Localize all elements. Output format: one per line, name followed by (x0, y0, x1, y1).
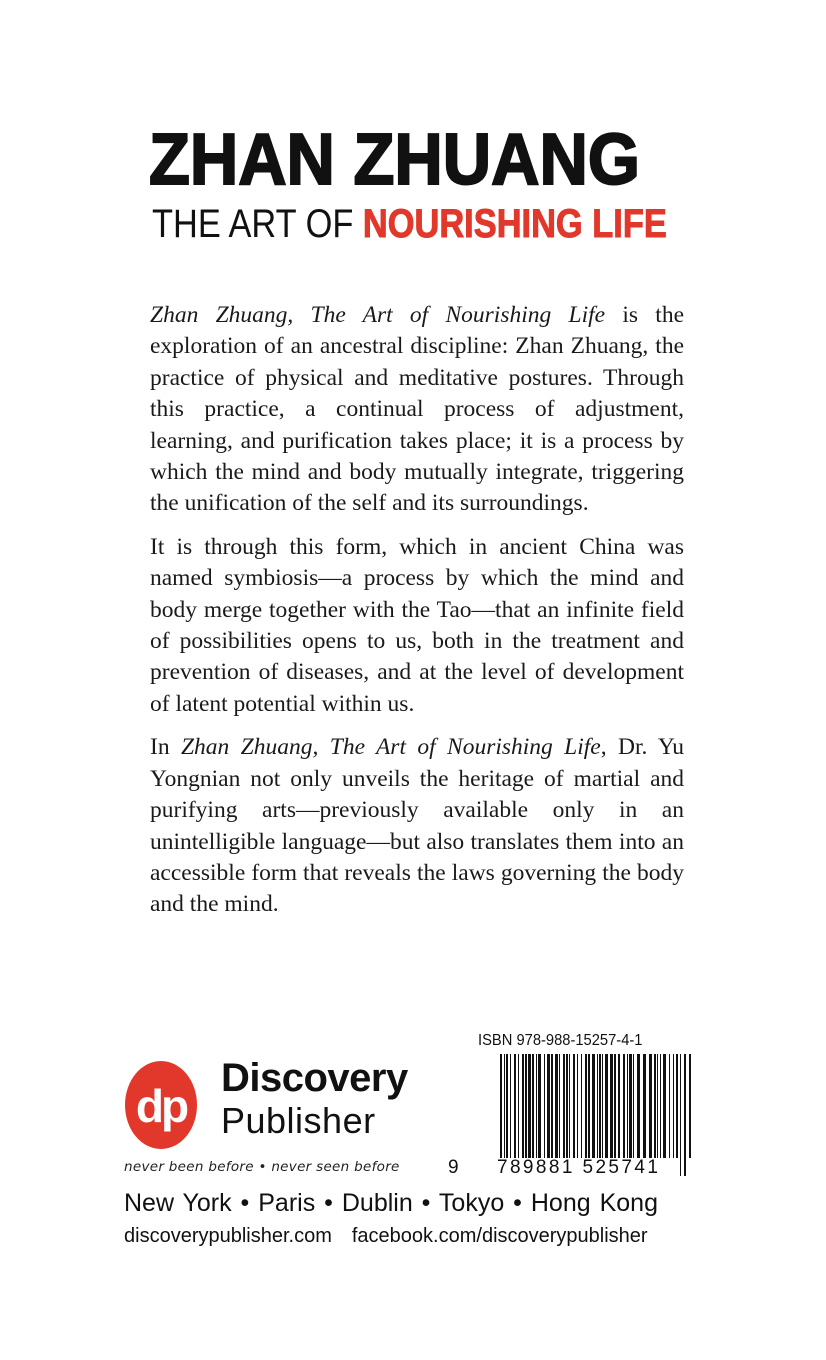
barcode-bar (669, 1054, 670, 1158)
barcode-bar (528, 1054, 531, 1158)
barcode-bar (614, 1054, 616, 1158)
barcode-bar (551, 1054, 553, 1158)
publisher-name-line2: Publisher (221, 1100, 376, 1141)
text: In (150, 734, 181, 761)
barcode-bar (599, 1054, 601, 1158)
barcode-bar (555, 1054, 558, 1158)
blurb-paragraph-3 (150, 732, 684, 920)
barcode-bar (657, 1054, 658, 1158)
barcode-bar (569, 1054, 570, 1158)
barcode-bar (654, 1054, 656, 1158)
blurb-paragraph-1 (150, 300, 684, 520)
barcode-bar (559, 1054, 560, 1158)
barcode-bar (649, 1054, 652, 1158)
publisher-tagline: never been before • never seen before (124, 1159, 400, 1175)
barcode-first-digit: 9 (448, 1157, 459, 1178)
barcode-bar (573, 1054, 575, 1158)
barcode-bar (547, 1054, 550, 1158)
barcode-bar (610, 1054, 613, 1158)
barcode-bar (544, 1054, 545, 1158)
text: , Dr. Yu Yongnian not only unveils the heritage of martial and purifying arts—previously available only in an unintelligible language—but also translates them into an accessible form that reveals the laws governing the body and the mind. (150, 734, 685, 918)
barcode-bar (581, 1054, 582, 1158)
barcode-bar (514, 1054, 516, 1158)
book-title-italic: Zhan Zhuang, The Art of Nourishing Life (150, 302, 606, 328)
facebook-link[interactable]: facebook.com/discoverypublisher (351, 1225, 648, 1247)
publisher-logo-icon (124, 1060, 198, 1150)
book-subtitle (152, 202, 667, 246)
blurb-paragraph-2: It is through this form, which in ancient China was named symbiosis—a process by which the mind and body merge together with the Tao—that an infinite field of possibilities opens to us, both in the treatment and prevention of diseases, and at the level of development of latent potential within us. (150, 533, 684, 717)
barcode-bar (637, 1054, 640, 1158)
subtitle-highlight: NOURISHING LIFE (362, 202, 667, 246)
publisher-links (124, 1224, 668, 1248)
barcode-bar (522, 1054, 524, 1158)
barcode-bar (510, 1054, 511, 1158)
barcode-bar (673, 1054, 674, 1158)
barcode-bar (605, 1054, 608, 1158)
barcode-bar (536, 1054, 537, 1158)
publisher-name-line1: Discovery (221, 1056, 408, 1100)
book-title-italic: Zhan Zhuang, The Art of Nourishing Life (180, 734, 601, 761)
barcode-bar (627, 1054, 628, 1158)
barcode-bar (623, 1054, 625, 1158)
barcode-bar (663, 1054, 666, 1158)
barcode-bar (563, 1054, 565, 1158)
barcode-bar (643, 1054, 646, 1158)
barcode-bar (633, 1054, 634, 1158)
barcode-bar (577, 1054, 578, 1158)
barcode-bar (676, 1054, 678, 1158)
barcode-bar (602, 1054, 603, 1158)
website-link[interactable]: discoverypublisher.com (124, 1225, 332, 1247)
barcode-bar (618, 1054, 620, 1158)
barcode-bar (680, 1054, 681, 1176)
barcode-digits: 789881 525741 (497, 1157, 661, 1178)
subtitle-plain: THE ART OF (152, 202, 363, 246)
barcode-bar (525, 1054, 527, 1158)
blurb (150, 300, 684, 933)
text: is the exploration of an ancestral discipline: Zhan Zhuang, the practice of physical and meditative postures. Through this practice, a continual process of adjustment, learning, and purification takes place; it is a process by which the mind and body mutually integrate, triggering the unification of the self and its surroundings. (150, 302, 684, 517)
barcode-bar (518, 1054, 519, 1158)
barcode-bar (585, 1054, 587, 1158)
svg-text:dp: dp (135, 1080, 187, 1132)
barcode-bar (532, 1054, 534, 1158)
barcode-bar (538, 1054, 541, 1158)
book-title: ZHAN ZHUANG (148, 120, 640, 200)
barcode-bar (566, 1054, 568, 1158)
barcode-bar (506, 1054, 508, 1158)
isbn-label: ISBN 978-988-15257-4-1 (478, 1032, 643, 1049)
barcode-bar (660, 1054, 661, 1158)
barcode-bar (597, 1054, 598, 1158)
barcode-bar (684, 1054, 686, 1176)
barcode-bar (689, 1054, 691, 1158)
barcode-bar (629, 1054, 632, 1158)
publisher-cities: New York • Paris • Dublin • Tokyo • Hong Kong (124, 1189, 658, 1217)
